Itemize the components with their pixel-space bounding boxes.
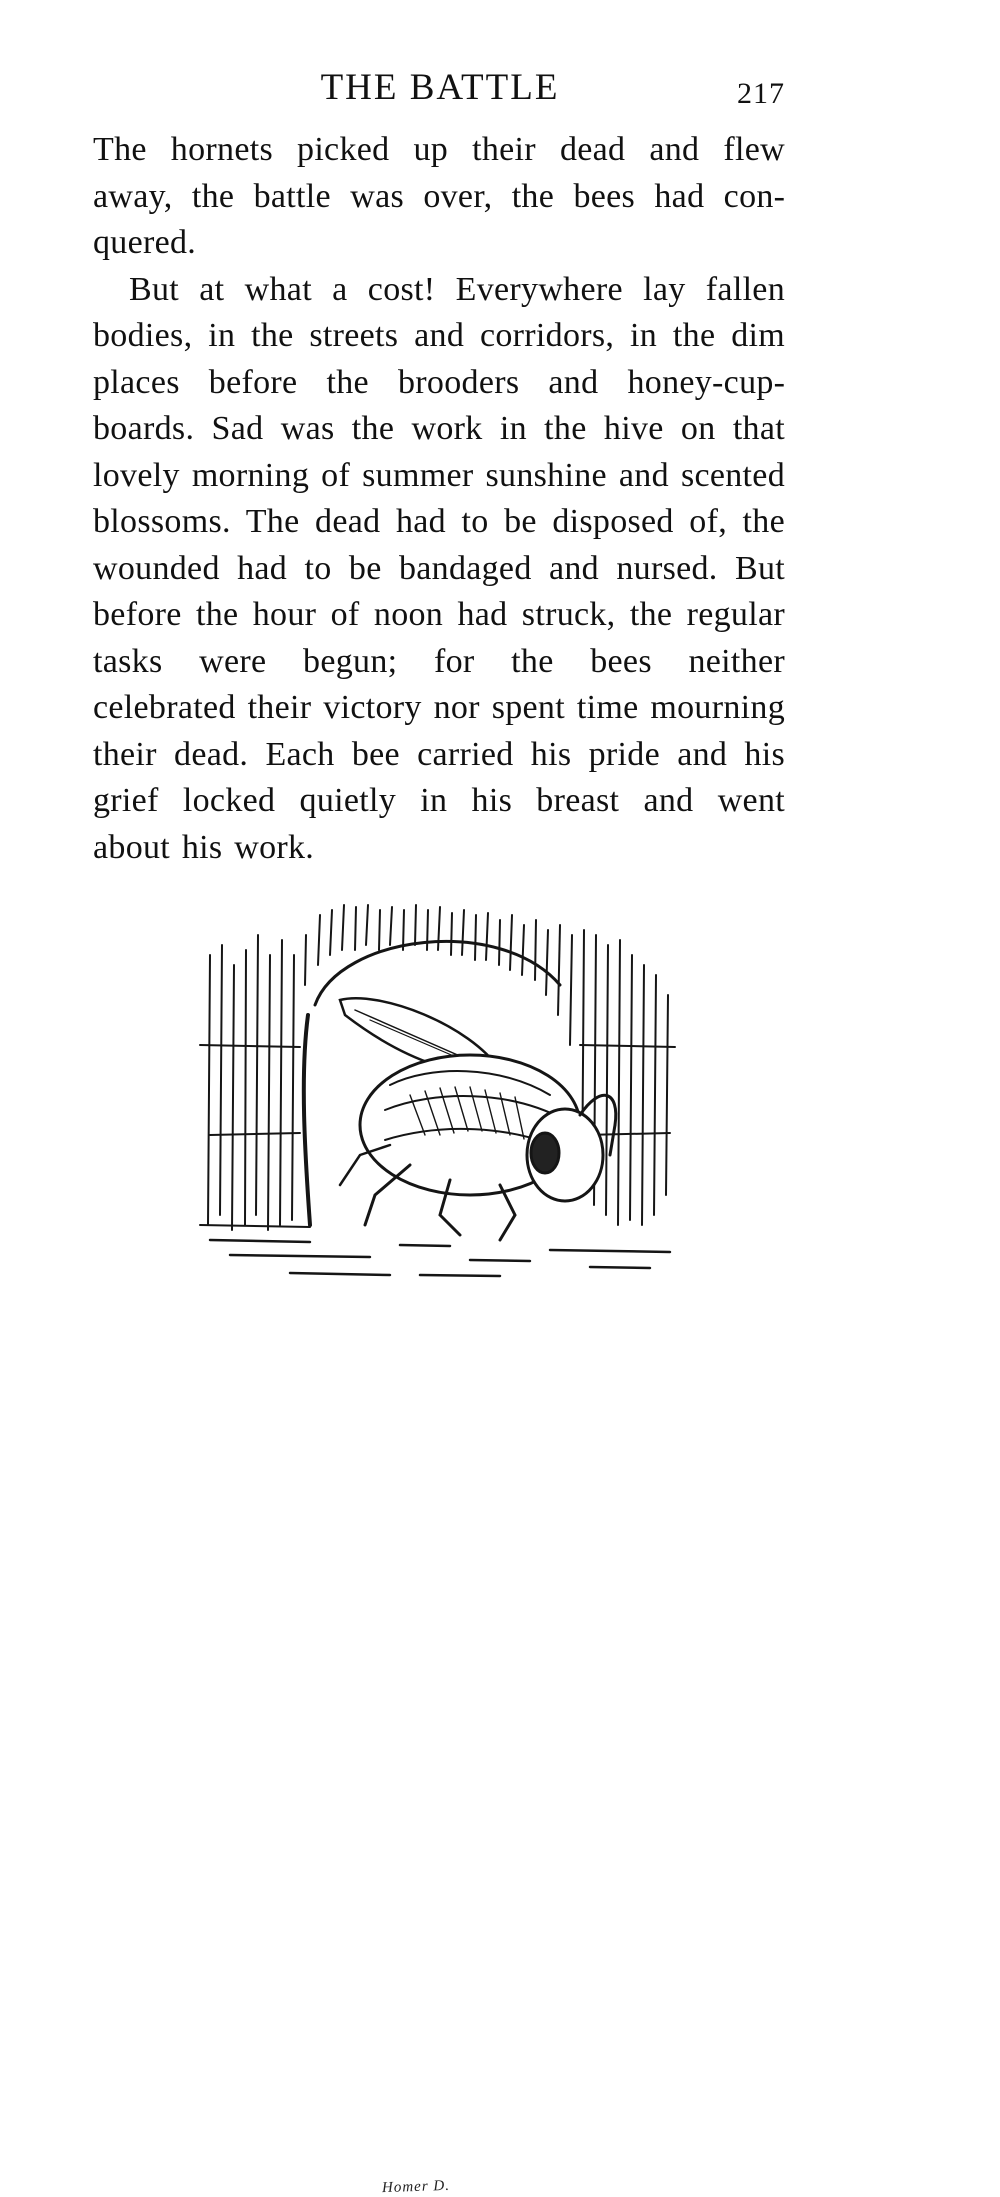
- bee-illustration: [170, 895, 690, 2197]
- artist-signature: Homer D.: [381, 2177, 451, 2197]
- paragraph-1: The hornets picked up their dead and flew away, the battle was over, the bees had conquered.: [93, 131, 785, 261]
- page-number: 217: [737, 77, 785, 110]
- body-text: [93, 127, 785, 871]
- paragraph-2: But at what a cost! Everywhere lay fallen bodies, in the streets and corridors, in the dim places before the brooders and honey-cupboards. Sad was the work in the hive on that lovely morning of summer sunshine and scented blossoms. The dead had to be disposed of, the wounded had to be bandaged and nursed. But before the hour of noon had struck, the regular tasks were begun; for the bees neither celebrated their victory nor spent time mourning their dead. Each bee carried his pride and his grief locked quietly in his breast and went about his work.: [93, 270, 785, 866]
- chapter-title: THE BATTLE: [320, 67, 560, 108]
- bee-drawing: [170, 895, 690, 1315]
- running-head: [95, 66, 785, 110]
